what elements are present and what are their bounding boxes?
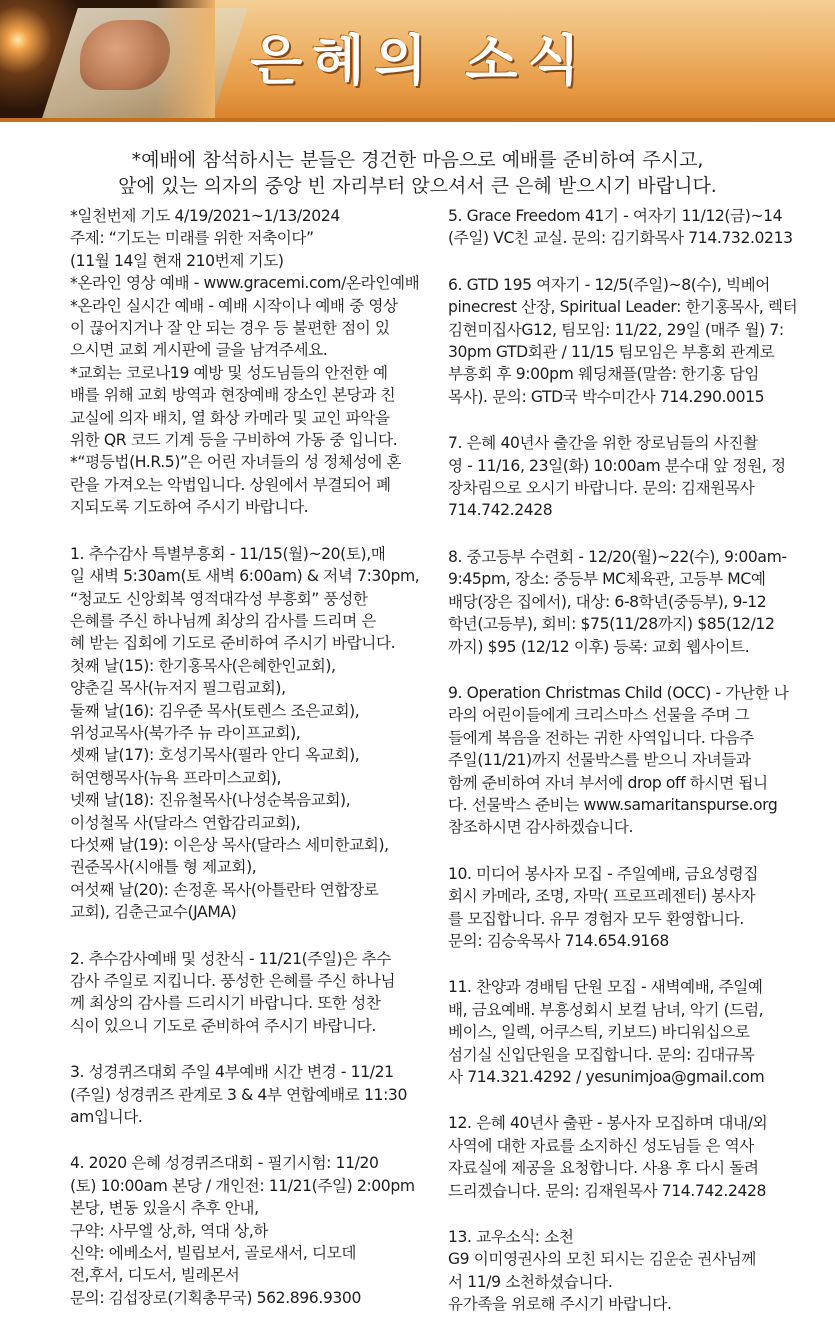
left-column — [70, 205, 438, 1333]
announcement-line: 이성철목 사(달라스 연합감리교회), — [70, 813, 301, 832]
announcement-line: 학년(고등부), 회비: $75(11/28까지) $85(12/12 — [448, 615, 775, 634]
announcement-line: 여섯째 날(20): 손정훈 목사(아틀란타 연합장로 — [70, 880, 379, 899]
announcement-line: 권준목사(시애틀 형 제교회), — [70, 858, 257, 877]
announcement-line: 드리겠습니다. 문의: 김재원목사 714.742.2428 — [448, 1181, 767, 1200]
announcement-line: *온라인 영상 예배 - www.gracemi.com/온라인예배 — [70, 274, 420, 293]
announcement-line: 11. 찬양과 경배팀 단원 모집 - 새벽예배, 주일예 — [448, 978, 763, 997]
announcement-line: 이 끊어지거나 잘 안 되는 경우 등 불편한 점이 있 — [70, 319, 390, 338]
announcement-line: 13. 교우소식: 소천 — [448, 1228, 574, 1247]
announcement-line: 유가족을 위로해 주시기 바랍니다. — [448, 1295, 672, 1314]
announcement-block — [448, 976, 815, 1088]
announcement-line: 위성교목사(북가주 뉴 라이프교회), — [70, 723, 301, 742]
announcement-line: 9:45pm, 장소: 중등부 MC체육관, 고등부 MC예 — [448, 570, 766, 589]
announcement-line: (주일) 성경퀴즈 관계로 3 & 4부 연합예배로 11:30 — [70, 1085, 407, 1104]
announcement-line: (주일) VC친 교실. 문의: 김기화목사 714.732.0213 — [448, 229, 793, 248]
announcement-line: 전,후서, 디도서, 빌레몬서 — [70, 1266, 240, 1285]
announcement-line: 회시 카메라, 조명, 자막( 프로프레젠터) 봉사자 — [448, 887, 756, 906]
announcement-line: 혜 받는 집회에 기도로 준비하여 주시기 바랍니다. — [70, 634, 396, 653]
announcement-line: 신약: 에베소서, 빌립보서, 골로새서, 디모데 — [70, 1244, 357, 1263]
right-column — [448, 205, 815, 1340]
announcement-line: *온라인 실시간 예배 - 예배 시작이나 예배 중 영상 — [70, 296, 398, 315]
announcement-line: 섬기실 신입단원을 모집합니다. 문의: 김대규목 — [448, 1045, 755, 1064]
announcement-line: 감사 주일로 지킵니다. 풍성한 은혜를 주신 하나님 — [70, 972, 396, 990]
announcement-line: 배를 위해 교회 방역과 현장예배 장소인 본당과 친 — [70, 386, 396, 405]
announcement-line: 께 최상의 감사를 드리시기 바랍니다. 또한 성찬 — [70, 994, 381, 1013]
announcement-line: 본당, 변동 있을시 추후 안내, — [70, 1199, 259, 1218]
announcement-line: 주일(11/21)까지 선물박스를 받으니 자녀들과 — [448, 751, 751, 770]
announcement-line: 문의: 김섭장로(기획총무국) 562.896.9300 — [70, 1288, 361, 1307]
announcement-line: 까지) $95 (12/12 이후) 등록: 교회 웹사이트. — [448, 637, 750, 656]
announcement-line: 양춘길 목사(뉴저지 필그림교회), — [70, 679, 286, 698]
announcement-line: 30pm GTD회관 / 11/15 팀모임은 부흥회 관계로 — [448, 343, 775, 362]
announcement-block — [70, 1152, 438, 1309]
photo-fade — [155, 0, 215, 118]
announcement-line: “청교도 신앙회복 영적대각성 부흥회” 풍성한 — [70, 589, 368, 608]
announcement-line: 4. 2020 은혜 성경퀴즈대회 - 필기시험: 11/20 — [70, 1154, 379, 1173]
announcement-line: 김현미집사G12, 팀모임: 11/22, 29일 (매주 월) 7: — [448, 320, 784, 339]
announcement-line: 배당(장은 집에서), 대상: 6-8학년(중등부), 9-12 — [448, 592, 767, 611]
announcement-line: 란을 가져오는 악법입니다. 상원에서 부결되어 폐 — [70, 475, 391, 494]
announcement-line: 문의: 김승욱목사 714.654.9168 — [448, 931, 669, 950]
announcement-line: 2. 추수감사예배 및 성찬식 - 11/21(주일)은 추수 — [70, 949, 391, 968]
intro-notice — [0, 147, 835, 199]
announcement-line: 교실에 의자 배치, 열 화상 카메라 및 교인 파악을 — [70, 408, 390, 427]
announcement-line: 둘째 날(16): 김우준 목사(토렌스 조은교회), — [70, 701, 360, 720]
announcement-line: (11월 14일 현재 210번제 기도) — [70, 251, 284, 270]
announcement-line: 영 - 11/16, 23일(화) 10:00am 분수대 앞 정원, 정 — [448, 456, 786, 475]
announcement-line: 들에게 복음을 전하는 귀한 사역입니다. 다음주 — [448, 728, 754, 747]
announcement-line: 6. GTD 195 여자기 - 12/5(주일)~8(수), 빅베어 — [448, 275, 770, 294]
announcement-line: 714.742.2428 — [448, 501, 553, 520]
announcement-line: 지되도록 기도하여 주시기 바랍니다. — [70, 498, 309, 517]
announcement-line: 5. Grace Freedom 41기 - 여자기 11/12(금)~14 — [448, 207, 783, 225]
announcement-line: 식이 있으니 기도로 준비하여 주시기 바랍니다. — [70, 1016, 376, 1035]
announcement-line: 1. 추수감사 특별부흥회 - 11/15(월)~20(토),매 — [70, 544, 386, 563]
announcement-line: 장차림으로 오시기 바랍니다. 문의: 김재원목사 — [448, 479, 755, 498]
announcement-block — [448, 682, 815, 839]
announcement-line: 9. Operation Christmas Child (OCC) - 가난한 나 — [448, 683, 789, 702]
announcement-line: *교회는 코로나19 예방 및 성도님들의 안전한 예 — [70, 363, 388, 382]
announcement-block — [448, 1226, 815, 1316]
announcement-line: 셋째 날(17): 호성기목사(필라 안디 옥교회), — [70, 746, 360, 765]
announcement-line: 으시면 교회 게시판에 글을 남겨주세요. — [70, 341, 328, 360]
announcement-line: pinecrest 산장, Spiritual Leader: 한기홍목사, 렉터 — [448, 298, 798, 317]
announcement-block — [448, 546, 815, 658]
announcement-line: 자료실에 제공을 요청합니다. 사용 후 다시 돌려 — [448, 1159, 759, 1178]
announcement-line: 를 모집합니다. 유무 경험자 모두 환영합니다. — [448, 909, 744, 928]
announcement-line: 구약: 사무엘 상,하, 역대 상,하 — [70, 1221, 269, 1240]
announcement-line: G9 이미영권사의 모친 되시는 김운순 권사님께 — [448, 1250, 756, 1269]
announcement-line: 사역에 대한 자료를 소지하신 성도님들 은 역사 — [448, 1136, 754, 1155]
banner-divider — [0, 118, 835, 122]
announcement-line: 라의 어린이들에게 크리스마스 선물을 주며 그 — [448, 706, 750, 725]
announcement-line: *일천번제 기도 4/19/2021~1/13/2024 — [70, 207, 340, 225]
announcement-line: 베이스, 일렉, 어쿠스틱, 키보드) 바디워십으로 — [448, 1023, 750, 1042]
announcement-block — [448, 863, 815, 953]
announcement-line: *“평등법(H.R.5)”은 어린 자녀들의 성 정체성에 혼 — [70, 453, 402, 472]
announcement-line: 주제: “기도는 미래를 위한 저축이다” — [70, 229, 314, 248]
announcement-line: 부흥회 후 9:00pm 웨딩채플(말씀: 한기홍 담임 — [448, 365, 759, 384]
announcement-line: 일 새벽 5:30am(토 새벽 6:00am) & 저녁 7:30pm, — [70, 567, 420, 586]
announcement-line: 12. 은혜 40년사 출판 - 봉사자 모집하며 대내/외 — [448, 1114, 768, 1133]
announcement-line: 7. 은혜 40년사 출간을 위한 장로님들의 사진촬 — [448, 434, 758, 453]
page-title: 은혜의 소식 — [250, 29, 590, 92]
announcement-block — [70, 1061, 438, 1128]
announcement-line: 서 11/9 소천하셨습니다. — [448, 1272, 613, 1291]
praying-hands-photo — [0, 0, 215, 118]
announcement-line: 첫째 날(15): 한기홍목사(은혜한인교회), — [70, 656, 336, 675]
header-banner — [0, 0, 835, 118]
announcement-block — [448, 1112, 815, 1202]
announcement-line: 다섯째 날(19): 이은상 목사(달라스 세미한교회), — [70, 835, 389, 854]
announcement-line: 8. 중고등부 수련회 - 12/20(월)~22(수), 9:00am- — [448, 547, 787, 566]
announcement-line: 참조하시면 감사하겠습니다. — [448, 818, 634, 837]
announcement-line: 은혜를 주신 하나님께 최상의 감사를 드리며 은 — [70, 611, 376, 630]
announcement-line: 사 714.321.4292 / yesunimjoa@gmail.com — [448, 1068, 765, 1086]
announcement-line: 다. 선물박스 준비는 www.samaritanspurse.org — [448, 795, 778, 814]
announcement-line: 배, 금요예배. 부흥성회시 보컬 남녀, 악기 (드럼, — [448, 1000, 764, 1019]
announcement-line: 넷째 날(18): 진유철목사(나성순복음교회), — [70, 791, 351, 810]
announcement-line: 3. 성경퀴즈대회 주일 4부예배 시간 변경 - 11/21 — [70, 1063, 394, 1082]
announcement-line: am입니다. — [70, 1108, 143, 1127]
announcement-line: (토) 10:00am 본당 / 개인전: 11/21(주일) 2:00pm — [70, 1176, 415, 1195]
announcement-block — [448, 205, 815, 250]
announcement-line: 목사). 문의: GTD국 박수미간사 714.290.0015 — [448, 387, 765, 406]
announcement-block — [448, 432, 815, 522]
announcement-block — [70, 948, 438, 1038]
announcement-line: 교회), 김춘근교수(JAMA) — [70, 903, 237, 922]
announcement-line: 10. 미디어 봉사자 모집 - 주일예배, 금요성령집 — [448, 864, 759, 883]
intro-line: *예배에 참석하시는 분들은 경건한 마음으로 예배를 준비하여 주시고, — [131, 149, 704, 171]
announcement-block — [70, 543, 438, 924]
announcement-line: 허연행목사(뉴욕 프라미스교회), — [70, 768, 282, 787]
announcement-line: 위한 QR 코드 기계 등을 구비하여 가동 중 입니다. — [70, 431, 398, 450]
announcement-block — [448, 274, 815, 408]
announcement-line: 함께 준비하여 자녀 부서에 drop off 하시면 됩니 — [448, 773, 768, 792]
announcement-block — [70, 205, 438, 519]
intro-line: 앞에 있는 의자의 중앙 빈 자리부터 앉으셔서 큰 은혜 받으시기 바랍니다. — [118, 175, 717, 197]
